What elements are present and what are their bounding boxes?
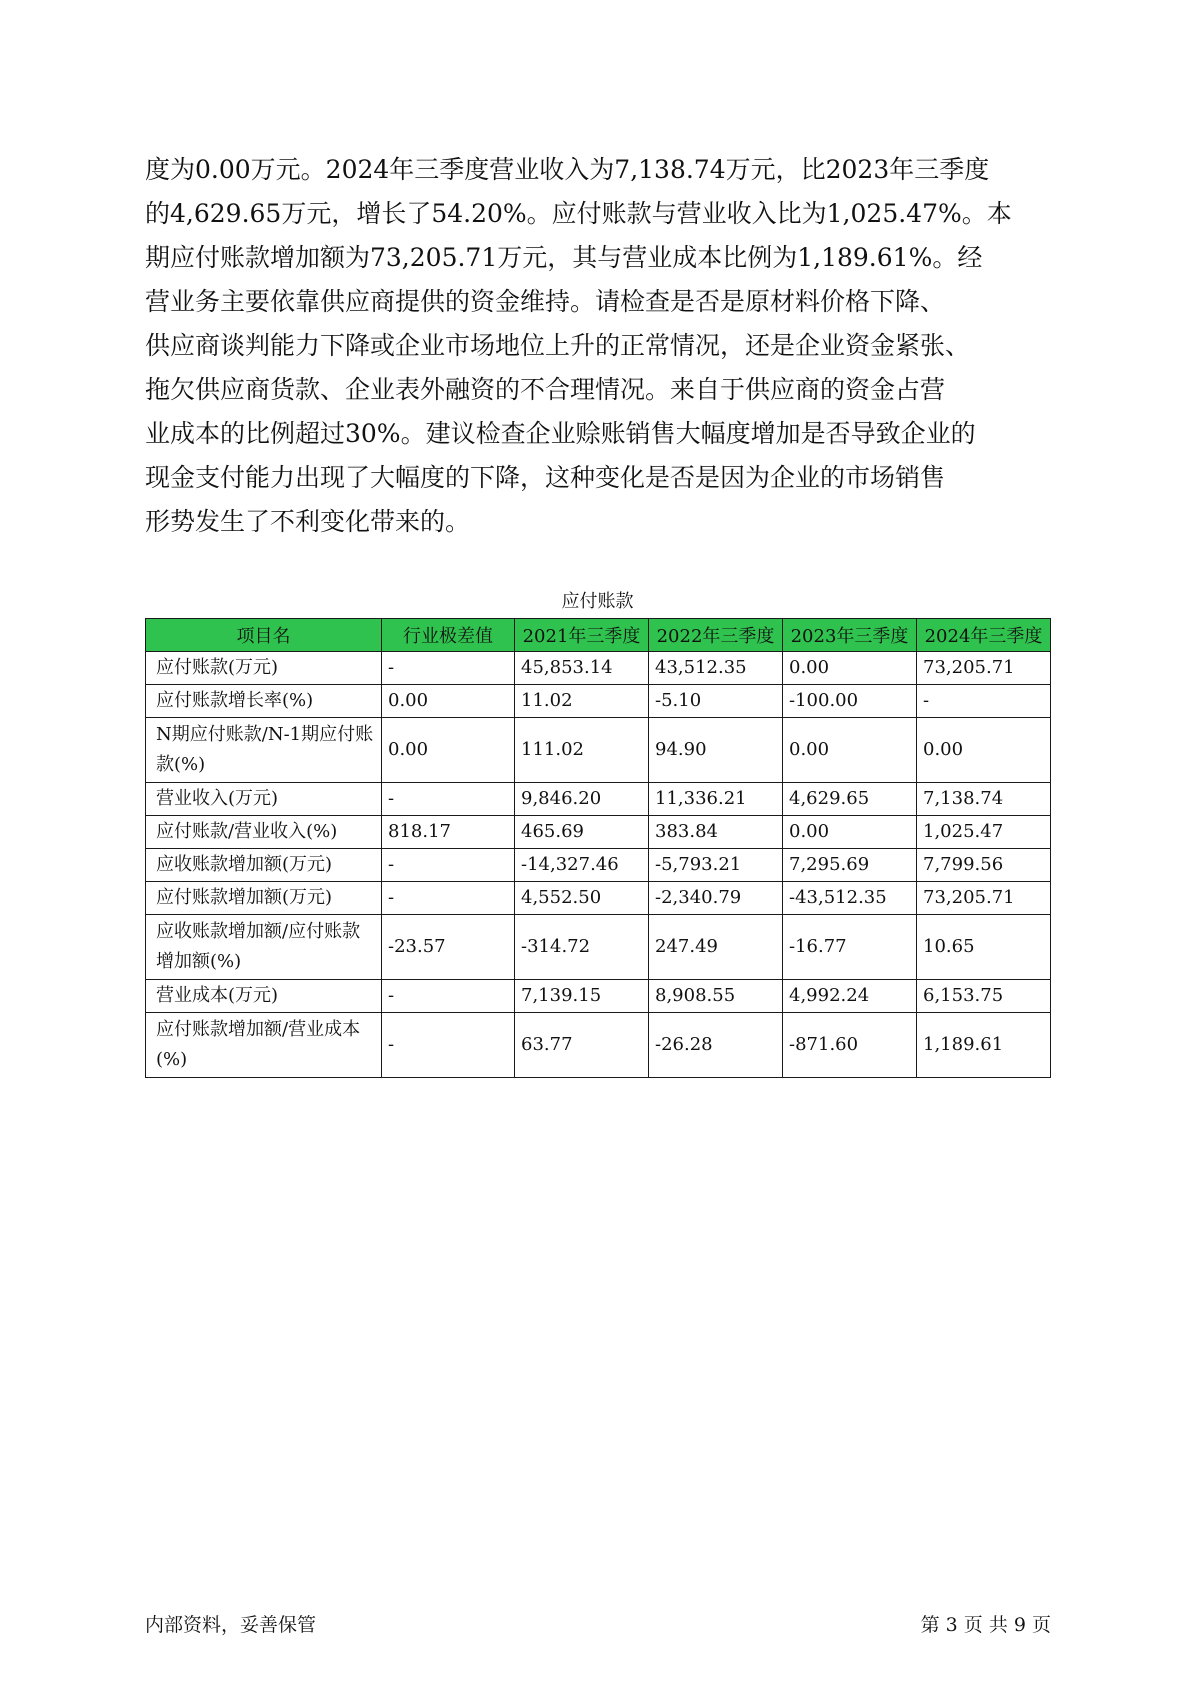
table-cell: 111.02 <box>515 718 649 783</box>
paragraph-line: 形势发生了不利变化带来的。 <box>145 507 471 536</box>
row-label: 应付账款增加额/营业成本(%) <box>146 1013 382 1078</box>
table-cell: 7,139.15 <box>515 980 649 1013</box>
table-row <box>146 718 1051 783</box>
row-label: 营业收入(万元) <box>146 783 382 816</box>
table-cell: 43,512.35 <box>649 652 783 685</box>
table-row <box>146 882 1051 915</box>
footer-confidential-note: 内部资料，妥善保管 <box>145 1614 317 1636</box>
paragraph-line: 营业务主要依靠供应商提供的资金维持。请检查是否是原材料价格下降、 <box>145 287 946 316</box>
header-cell: 2021年三季度 <box>515 619 649 652</box>
table-cell: 0.00 <box>917 718 1051 783</box>
footer-page-number: 第 3 页 共 9 页 <box>920 1614 1051 1636</box>
table-row <box>146 1013 1051 1078</box>
table-cell: 73,205.71 <box>917 882 1051 915</box>
table-cell: 63.77 <box>515 1013 649 1078</box>
row-label: 应收账款增加额(万元) <box>146 849 382 882</box>
table-cell: 818.17 <box>382 816 515 849</box>
paragraph-line: 期应付账款增加额为73,205.71万元，其与营业成本比例为1,189.61%。经 <box>145 243 983 272</box>
table-cell: - <box>382 1013 515 1078</box>
header-cell: 2022年三季度 <box>649 619 783 652</box>
table-row <box>146 849 1051 882</box>
table-header-row <box>146 619 1051 652</box>
table-cell: 7,295.69 <box>783 849 917 882</box>
header-cell: 行业极差值 <box>382 619 515 652</box>
table-row <box>146 685 1051 718</box>
table-cell: 383.84 <box>649 816 783 849</box>
row-label: 应付账款(万元) <box>146 652 382 685</box>
table-cell: 7,138.74 <box>917 783 1051 816</box>
table-cell: -5.10 <box>649 685 783 718</box>
row-label: 应收账款增加额/应付账款增加额(%) <box>146 915 382 980</box>
table-row <box>146 816 1051 849</box>
table-cell: - <box>382 849 515 882</box>
table-cell: 8,908.55 <box>649 980 783 1013</box>
table-cell: 1,025.47 <box>917 816 1051 849</box>
table-cell: 9,846.20 <box>515 783 649 816</box>
table-cell: 94.90 <box>649 718 783 783</box>
paragraph-line: 拖欠供应商货款、企业表外融资的不合理情况。来自于供应商的资金占营 <box>145 375 946 404</box>
table-cell: 11.02 <box>515 685 649 718</box>
table-cell: -100.00 <box>783 685 917 718</box>
table-cell: - <box>382 882 515 915</box>
table-cell: 4,992.24 <box>783 980 917 1013</box>
table-cell: 0.00 <box>382 685 515 718</box>
accounts-payable-table <box>145 618 1051 1078</box>
table-cell: 0.00 <box>783 718 917 783</box>
table-cell: 7,799.56 <box>917 849 1051 882</box>
table-cell: -16.77 <box>783 915 917 980</box>
table-cell: 45,853.14 <box>515 652 649 685</box>
table-cell: 0.00 <box>783 816 917 849</box>
table-cell: - <box>917 685 1051 718</box>
table-cell: 73,205.71 <box>917 652 1051 685</box>
header-cell: 项目名 <box>146 619 382 652</box>
table-row <box>146 783 1051 816</box>
table-row <box>146 980 1051 1013</box>
row-label: 应付账款增长率(%) <box>146 685 382 718</box>
table-cell: -2,340.79 <box>649 882 783 915</box>
table-cell: 0.00 <box>783 652 917 685</box>
paragraph-line: 现金支付能力出现了大幅度的下降，这种变化是否是因为企业的市场销售 <box>145 463 946 492</box>
table-caption: 应付账款 <box>561 591 634 612</box>
body-paragraph <box>145 148 1045 544</box>
table-cell: -14,327.46 <box>515 849 649 882</box>
table-row <box>146 652 1051 685</box>
table-row <box>146 915 1051 980</box>
table-cell: 10.65 <box>917 915 1051 980</box>
table-cell: -43,512.35 <box>783 882 917 915</box>
table-cell: - <box>382 783 515 816</box>
table-cell: 11,336.21 <box>649 783 783 816</box>
table-cell: 247.49 <box>649 915 783 980</box>
table-cell: - <box>382 980 515 1013</box>
table-cell: 465.69 <box>515 816 649 849</box>
row-label: 应付账款增加额(万元) <box>146 882 382 915</box>
table-cell: -5,793.21 <box>649 849 783 882</box>
table-cell: 6,153.75 <box>917 980 1051 1013</box>
row-label: N期应付账款/N-1期应付账款(%) <box>146 718 382 783</box>
header-cell: 2024年三季度 <box>917 619 1051 652</box>
paragraph-line: 的4,629.65万元，增长了54.20%。应付账款与营业收入比为1,025.47%。本 <box>145 199 1012 228</box>
row-label: 营业成本(万元) <box>146 980 382 1013</box>
table-cell: -871.60 <box>783 1013 917 1078</box>
table-cell: -314.72 <box>515 915 649 980</box>
paragraph-line: 度为0.00万元。2024年三季度营业收入为7,138.74万元，比2023年三季度 <box>145 155 990 184</box>
table-cell: -26.28 <box>649 1013 783 1078</box>
table-cell: 4,629.65 <box>783 783 917 816</box>
paragraph-line: 业成本的比例超过30%。建议检查企业赊账销售大幅度增加是否导致企业的 <box>145 419 976 448</box>
paragraph-line: 供应商谈判能力下降或企业市场地位上升的正常情况，还是企业资金紧张、 <box>145 331 971 360</box>
table-cell: 0.00 <box>382 718 515 783</box>
table-cell: -23.57 <box>382 915 515 980</box>
header-cell: 2023年三季度 <box>783 619 917 652</box>
row-label: 应付账款/营业收入(%) <box>146 816 382 849</box>
table-cell: 1,189.61 <box>917 1013 1051 1078</box>
table-cell: - <box>382 652 515 685</box>
table-cell: 4,552.50 <box>515 882 649 915</box>
